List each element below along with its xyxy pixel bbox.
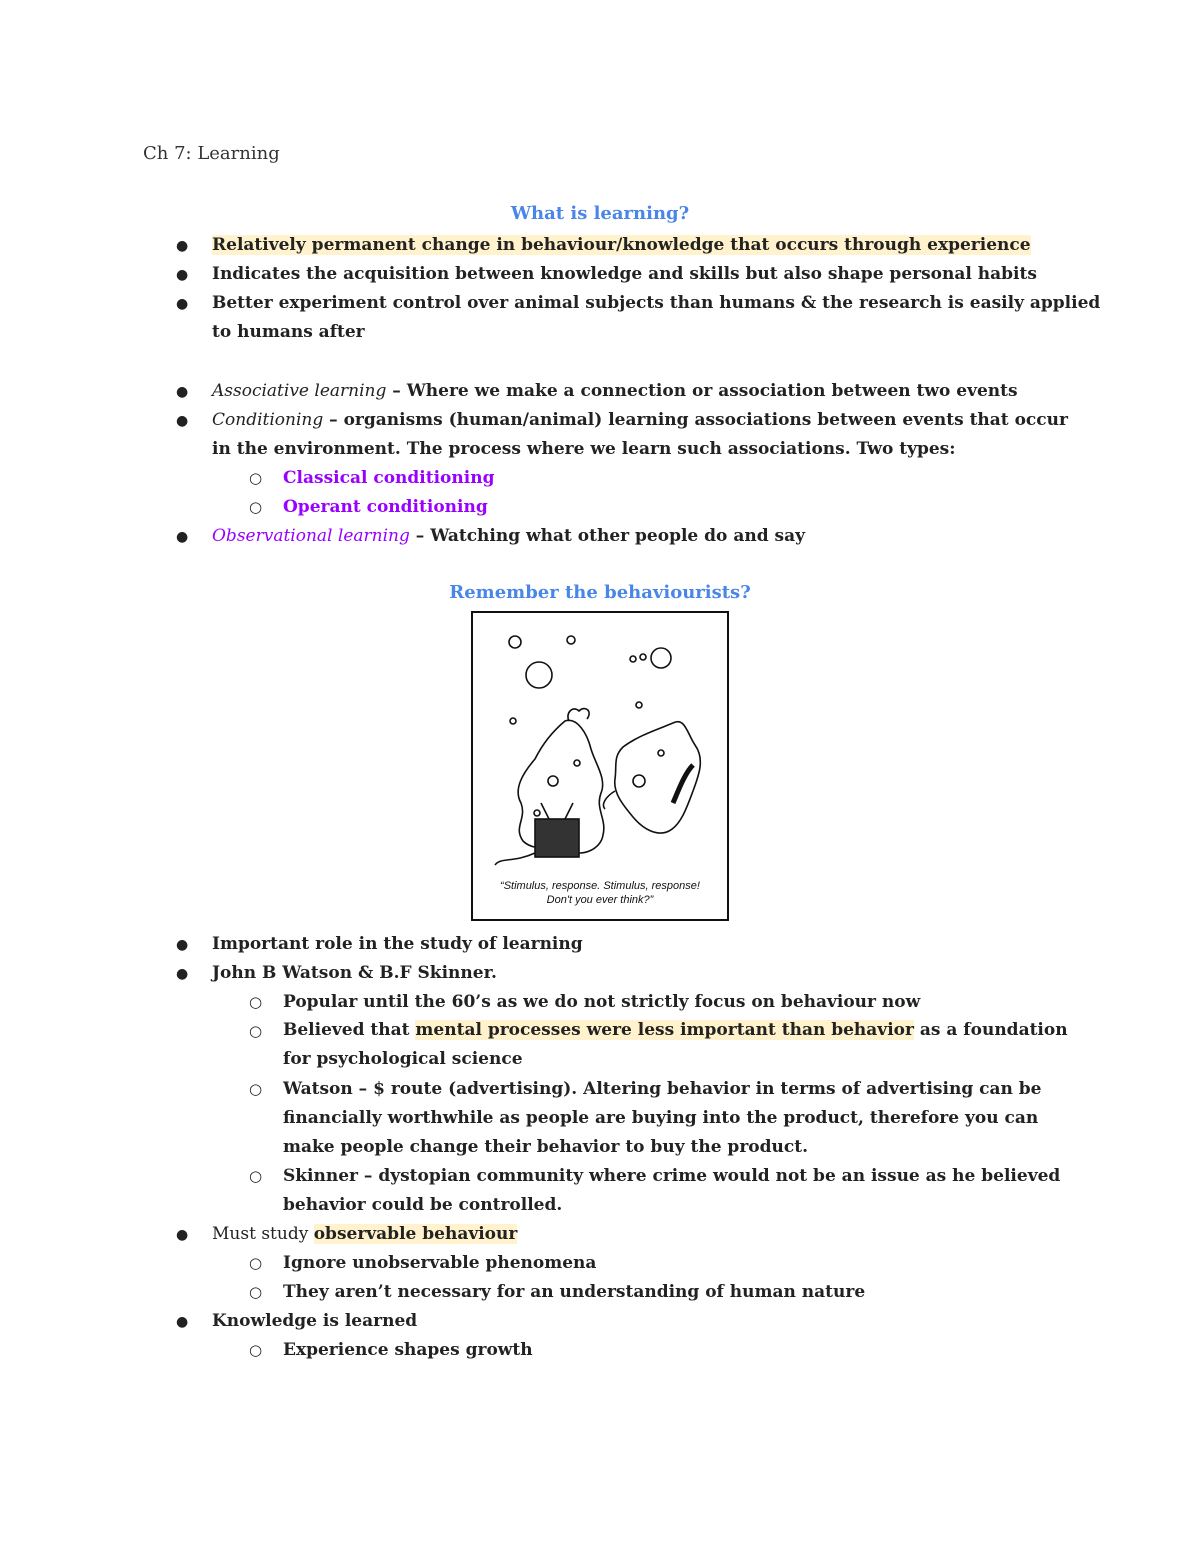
list-item: Indicates the acquisition between knowledge and skills but also shape personal habits <box>212 264 1037 284</box>
sub-bullet-icon: ○ <box>249 1080 263 1098</box>
text: Must study <box>212 1224 314 1244</box>
list-item <box>212 233 1031 257</box>
bullet-icon: ● <box>176 413 189 429</box>
text: Believed that <box>283 1020 416 1040</box>
definition: – Watching what other people do and say <box>409 526 805 546</box>
page-title: Ch 7: Learning <box>143 143 280 164</box>
list-item: Important role in the study of learning <box>212 934 583 954</box>
highlighted-text: mental processes were less important than behavior <box>415 1020 914 1040</box>
sub-list-item-continuation: financially worthwhile as people are buying into the product, therefore you can <box>283 1108 1039 1128</box>
term-conditioning: Conditioning <box>212 410 324 430</box>
sub-list-item: Skinner – dystopian community where crime would not be an issue as he believed <box>283 1166 1061 1186</box>
amoeba-cartoon-drawing <box>473 613 727 875</box>
definition: – organisms (human/animal) learning associations between events that occur <box>323 410 1068 430</box>
list-item <box>212 1222 517 1246</box>
list-item: John B Watson & B.F Skinner. <box>212 963 497 983</box>
bullet-icon: ● <box>176 966 189 982</box>
sub-list-item: Operant conditioning <box>283 497 488 517</box>
list-item <box>212 408 1068 432</box>
bullet-icon: ● <box>176 384 189 400</box>
highlighted-text: Relatively permanent change in behaviour/knowledge that occurs through experience <box>212 235 1031 255</box>
list-item <box>212 379 1018 403</box>
heading-behaviourists: Remember the behaviourists? <box>449 582 751 603</box>
bullet-icon: ● <box>176 937 189 953</box>
bullet-icon: ● <box>176 1314 189 1330</box>
bullet-icon: ● <box>176 238 189 254</box>
cartoon-caption <box>473 879 727 907</box>
list-item: Knowledge is learned <box>212 1311 418 1331</box>
list-item: Better experiment control over animal subjects than humans & the research is easily applied <box>212 293 1101 313</box>
list-item <box>212 524 805 548</box>
sub-bullet-icon: ○ <box>249 1341 263 1359</box>
sub-bullet-icon: ○ <box>249 498 263 516</box>
term-associative-learning: Associative learning <box>212 381 387 401</box>
list-item-continuation: to humans after <box>212 322 365 342</box>
cartoon-image <box>471 611 729 921</box>
text: as a foundation <box>913 1020 1068 1040</box>
bullet-icon: ● <box>176 1227 189 1243</box>
sub-list-item: Watson – $ route (advertising). Altering behavior in terms of advertising can be <box>283 1079 1042 1099</box>
highlighted-text: observable behaviour <box>313 1224 518 1244</box>
list-item-continuation: in the environment. The process where we learn such associations. Two types: <box>212 439 956 459</box>
caption-line: “Stimulus, response. Stimulus, response! <box>500 880 700 892</box>
sub-bullet-icon: ○ <box>249 1283 263 1301</box>
term-observational-learning: Observational learning <box>212 526 410 546</box>
sub-list-item-continuation: make people change their behavior to buy the product. <box>283 1137 808 1157</box>
caption-line: Don't you ever think?” <box>546 894 654 906</box>
sub-bullet-icon: ○ <box>249 469 263 487</box>
sub-list-item: Ignore unobservable phenomena <box>283 1253 597 1273</box>
sub-list-item-continuation: behavior could be controlled. <box>283 1195 563 1215</box>
sub-list-item: Experience shapes growth <box>283 1340 533 1360</box>
sub-list-item: Popular until the 60’s as we do not strictly focus on behaviour now <box>283 992 921 1012</box>
sub-list-item <box>283 1018 1068 1042</box>
sub-bullet-icon: ○ <box>249 1022 263 1040</box>
bullet-icon: ● <box>176 296 189 312</box>
sub-bullet-icon: ○ <box>249 1167 263 1185</box>
definition: – Where we make a connection or association between two events <box>386 381 1018 401</box>
bullet-icon: ● <box>176 267 189 283</box>
sub-list-item-continuation: for psychological science <box>283 1049 523 1069</box>
sub-list-item: They aren’t necessary for an understanding of human nature <box>283 1282 866 1302</box>
heading-what-is-learning: What is learning? <box>510 203 690 224</box>
sub-bullet-icon: ○ <box>249 1254 263 1272</box>
bullet-icon: ● <box>176 529 189 545</box>
sub-bullet-icon: ○ <box>249 993 263 1011</box>
sub-list-item: Classical conditioning <box>283 468 495 488</box>
